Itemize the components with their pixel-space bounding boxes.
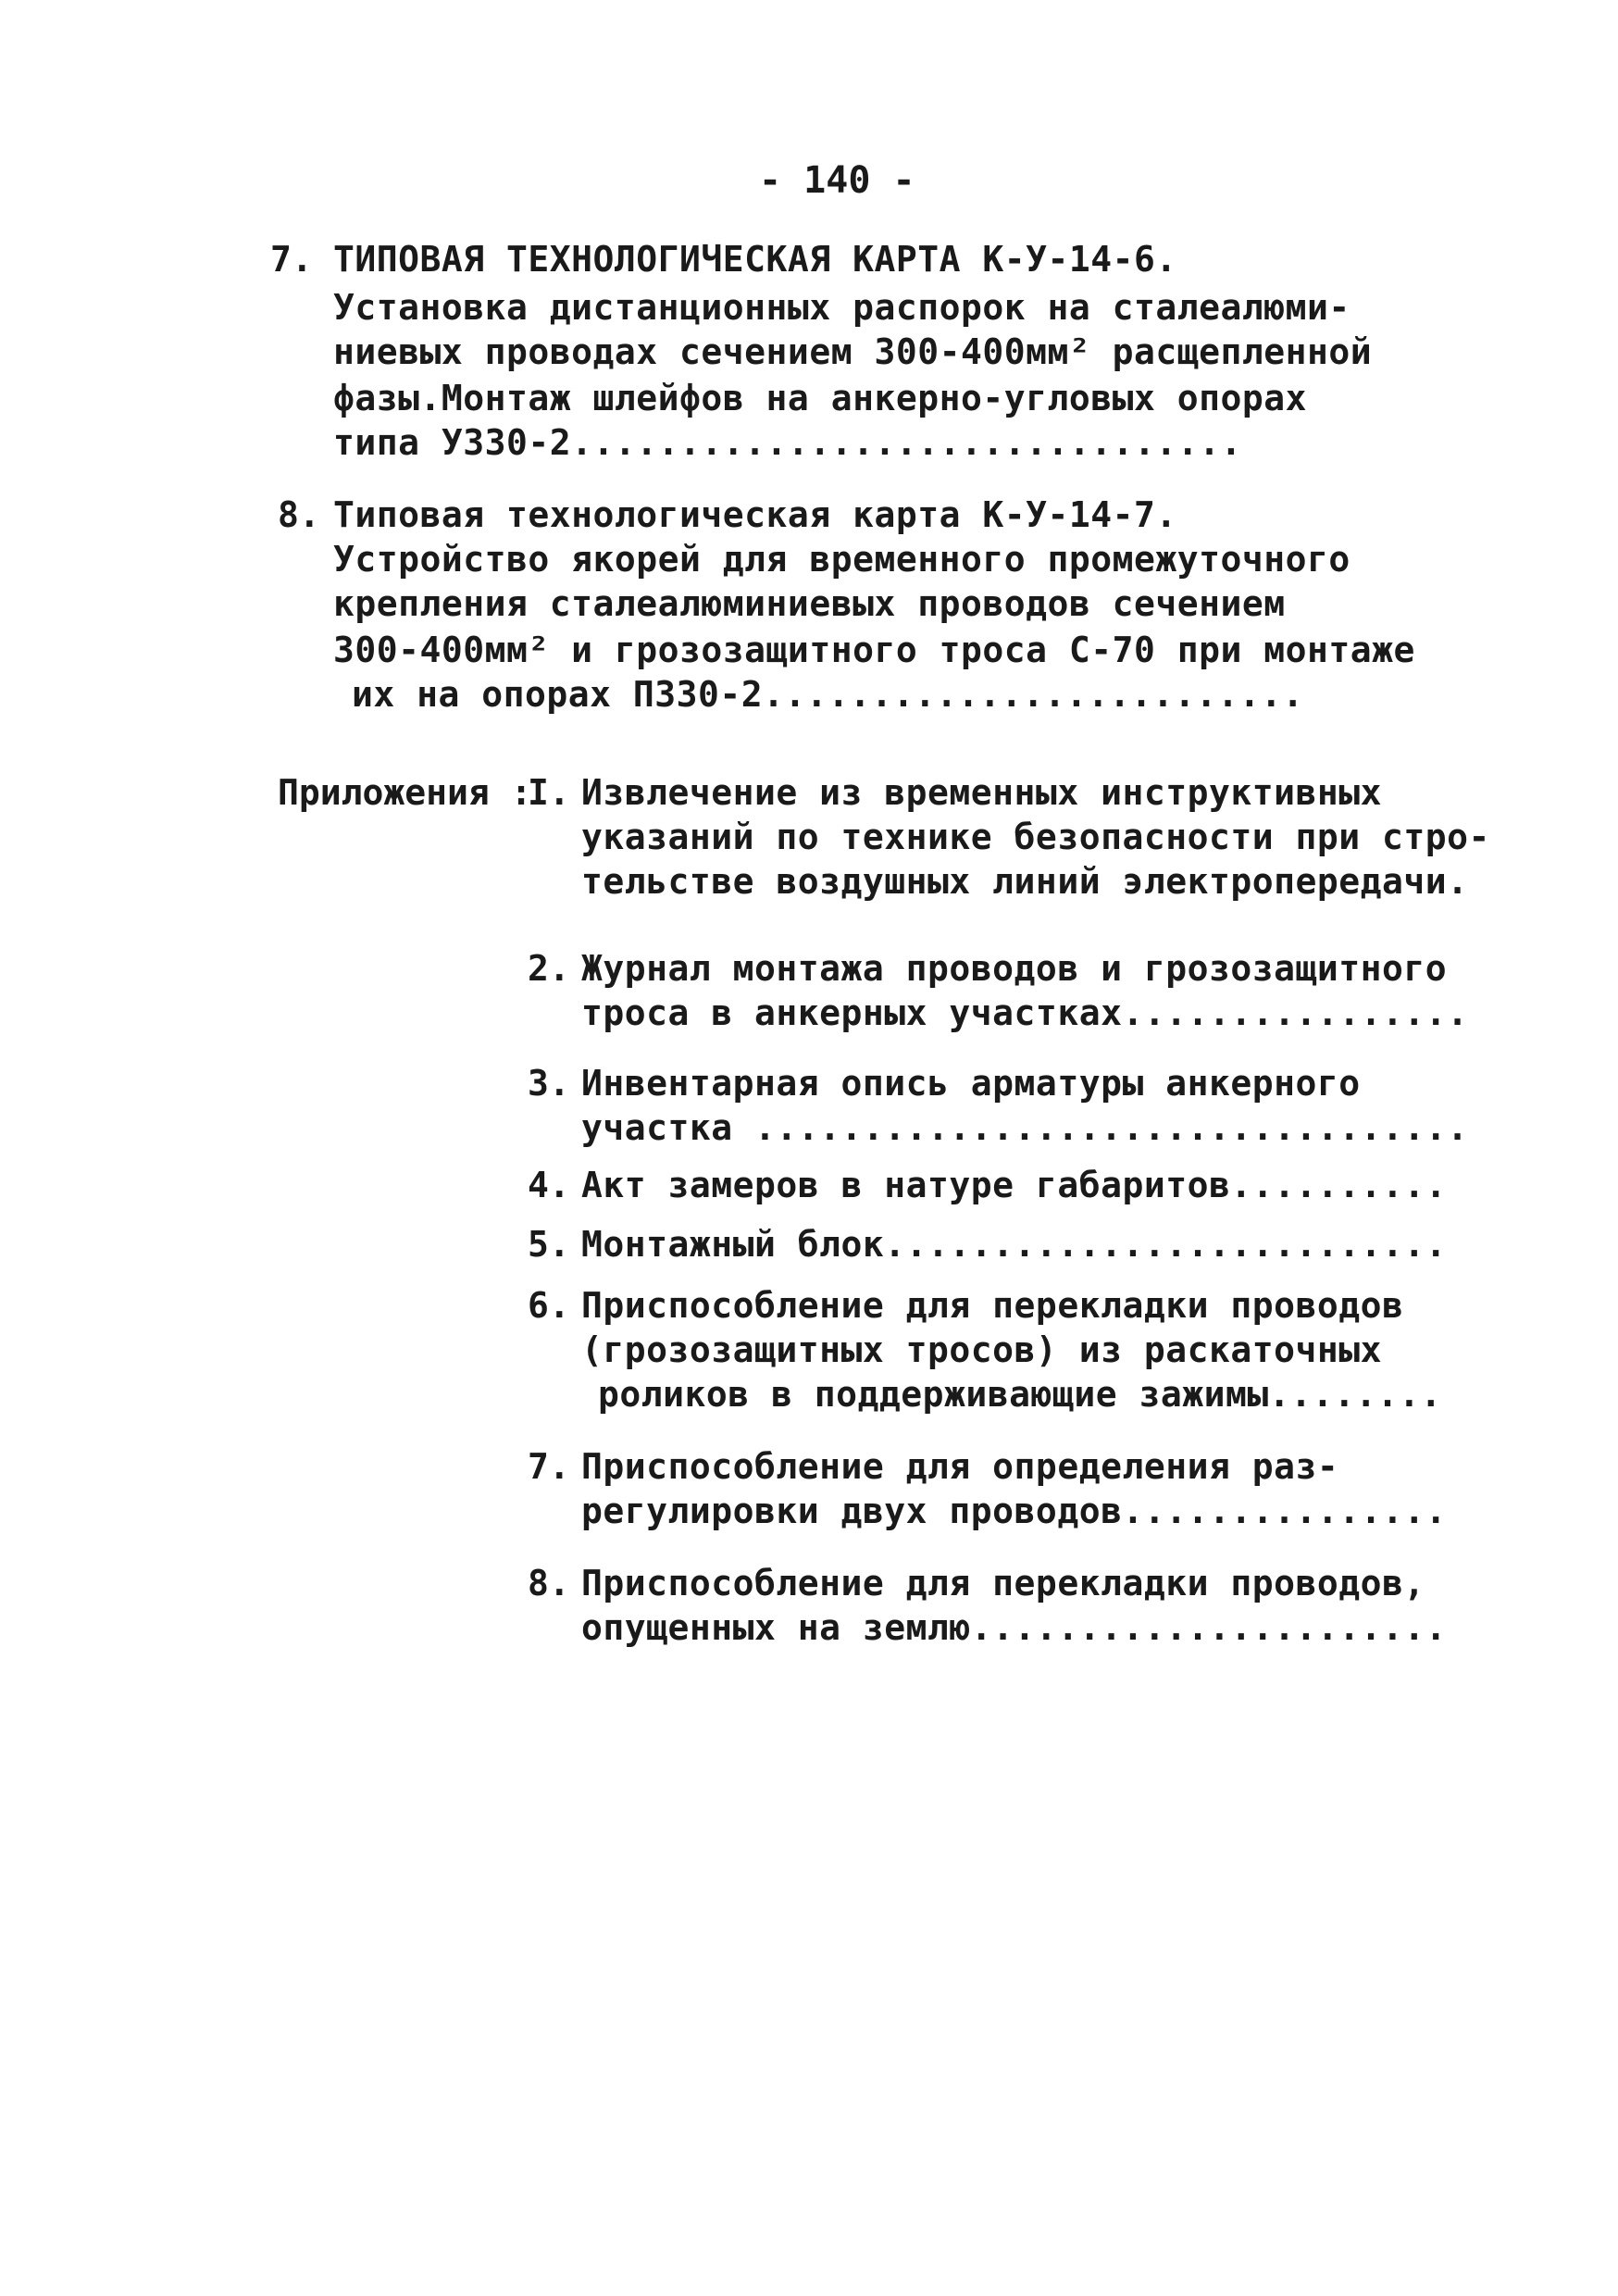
- appendix-line: Инвентарная опись арматуры анкерного: [581, 1063, 1361, 1104]
- item-line: Устройство якорей для временного промежуточного: [333, 539, 1350, 580]
- appendix-number: 8.: [528, 1563, 570, 1603]
- appendix-number: 2.: [528, 948, 570, 989]
- appendix-line: (грозозащитных тросов) из раскаточных: [581, 1329, 1382, 1370]
- item-line: крепления сталеалюминиевых проводов сечением: [333, 583, 1286, 624]
- appendix-line: Монтажный блок..........................: [581, 1224, 1448, 1265]
- item-number: 7.: [270, 239, 313, 280]
- item-line: ТИПОВАЯ ТЕХНОЛОГИЧЕСКАЯ КАРТА К-У-14-6.: [333, 239, 1177, 280]
- item-line: фазы.Монтаж шлейфов на анкерно-угловых опорах: [333, 378, 1308, 418]
- item-line: 300-400мм² и грозозащитного троса С-70 при монтаже: [333, 630, 1415, 670]
- item-line: типа У330-2...............................: [333, 422, 1242, 463]
- appendix-line: регулировки двух проводов...............: [581, 1491, 1448, 1531]
- item-line: их на опорах П330-2.........................: [352, 674, 1304, 715]
- appendix-number: 7.: [528, 1446, 570, 1487]
- page-number: - 140 -: [759, 159, 915, 202]
- item-line: Установка дистанционных распорок на сталеалюми-: [333, 287, 1350, 328]
- appendix-line: Приспособление для перекладки проводов: [581, 1285, 1404, 1326]
- item-line: ниевых проводах сечением 300-400мм² расщепленной: [333, 331, 1373, 372]
- item-number: 8.: [278, 494, 320, 535]
- appendix-line: тельстве воздушных линий электропередачи.: [581, 861, 1469, 902]
- appendix-number: I.: [528, 772, 570, 813]
- appendix-label: Приложения :: [278, 772, 532, 813]
- appendix-line: Приспособление для перекладки проводов,: [581, 1563, 1425, 1603]
- appendix-line: участка .................................: [581, 1107, 1469, 1148]
- appendix-line: указаний по технике безопасности при стро-: [581, 817, 1490, 857]
- appendix-number: 6.: [528, 1285, 570, 1326]
- appendix-line: Извлечение из временных инструктивных: [581, 772, 1382, 813]
- appendix-line: Журнал монтажа проводов и грозозащитного: [581, 948, 1448, 989]
- appendix-line: троса в анкерных участках................: [581, 992, 1469, 1033]
- item-line: Типовая технологическая карта К-У-14-7.: [333, 494, 1177, 535]
- appendix-line: Акт замеров в натуре габаритов..........: [581, 1165, 1448, 1205]
- appendix-number: 5.: [528, 1224, 570, 1265]
- appendix-number: 4.: [528, 1165, 570, 1205]
- appendix-line: роликов в поддерживающие зажимы........: [598, 1374, 1442, 1415]
- appendix-line: опущенных на землю......................: [581, 1607, 1448, 1648]
- appendix-line: Приспособление для определения раз-: [581, 1446, 1339, 1487]
- appendix-number: 3.: [528, 1063, 570, 1104]
